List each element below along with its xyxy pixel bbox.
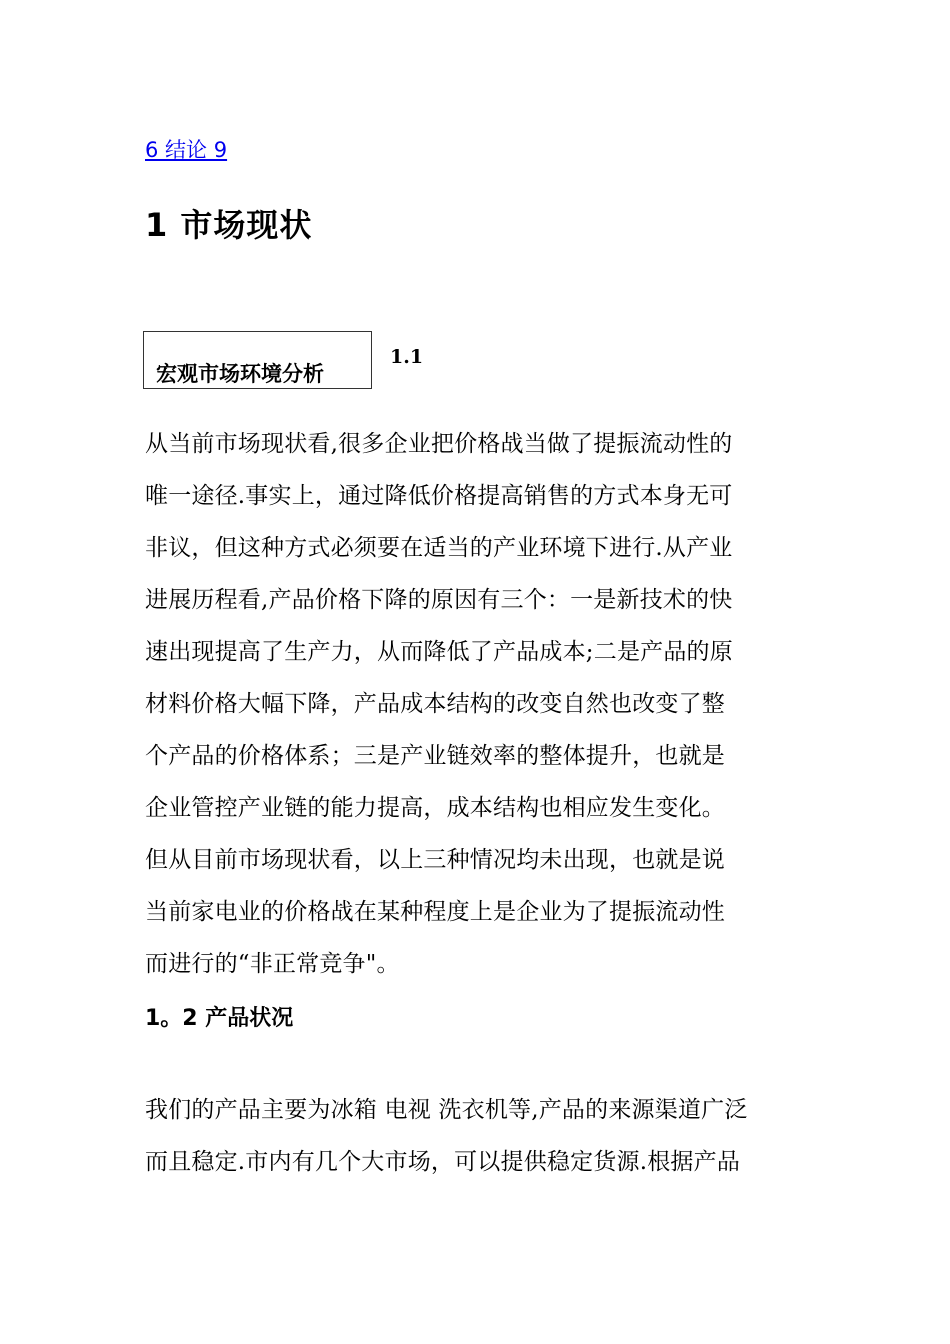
toc-link-conclusion[interactable]: 6 结论 9 (145, 138, 228, 162)
section-number: 1.1 (390, 346, 424, 368)
paragraph-line: 我们的产品主要为冰箱 电视 洗衣机等,产品的来源渠道广泛 (145, 1097, 748, 1123)
paragraph-market-analysis (145, 418, 825, 990)
paragraph-line: 企业管控产业链的能力提高，成本结构也相应发生变化。 (145, 795, 725, 821)
paragraph-line: 进展历程看,产品价格下降的原因有三个：一是新技术的快 (145, 587, 733, 613)
paragraph-line: 唯一途径.事实上，通过降低价格提高销售的方式本身无可 (145, 483, 733, 509)
paragraph-line: 从当前市场现状看,很多企业把价格战当做了提振流动性的 (145, 431, 733, 457)
paragraph-line: 非议，但这种方式必须要在适当的产业环境下进行.从产业 (145, 535, 733, 561)
paragraph-line: 而且稳定.市内有几个大市场，可以提供稳定货源.根据产品 (145, 1149, 741, 1175)
heading-market-status: 1 市场现状 (145, 206, 313, 244)
section-title-macro-market: 宏观市场环境分析 (156, 362, 324, 386)
paragraph-product-status (145, 1084, 825, 1188)
section-title-box (143, 331, 372, 389)
paragraph-line: 速出现提高了生产力，从而降低了产品成本;二是产品的原 (145, 639, 733, 665)
paragraph-line: 材料价格大幅下降，产品成本结构的改变自然也改变了整 (145, 691, 725, 717)
paragraph-line: 而进行的“非正常竞争"。 (145, 951, 400, 977)
paragraph-line: 当前家电业的价格战在某种程度上是企业为了提振流动性 (145, 899, 725, 925)
paragraph-line: 但从目前市场现状看，以上三种情况均未出现，也就是说 (145, 847, 725, 873)
heading-product-status: 1。2 产品状况 (145, 1006, 294, 1031)
paragraph-line: 个产品的价格体系；三是产业链效率的整体提升，也就是 (145, 743, 725, 769)
